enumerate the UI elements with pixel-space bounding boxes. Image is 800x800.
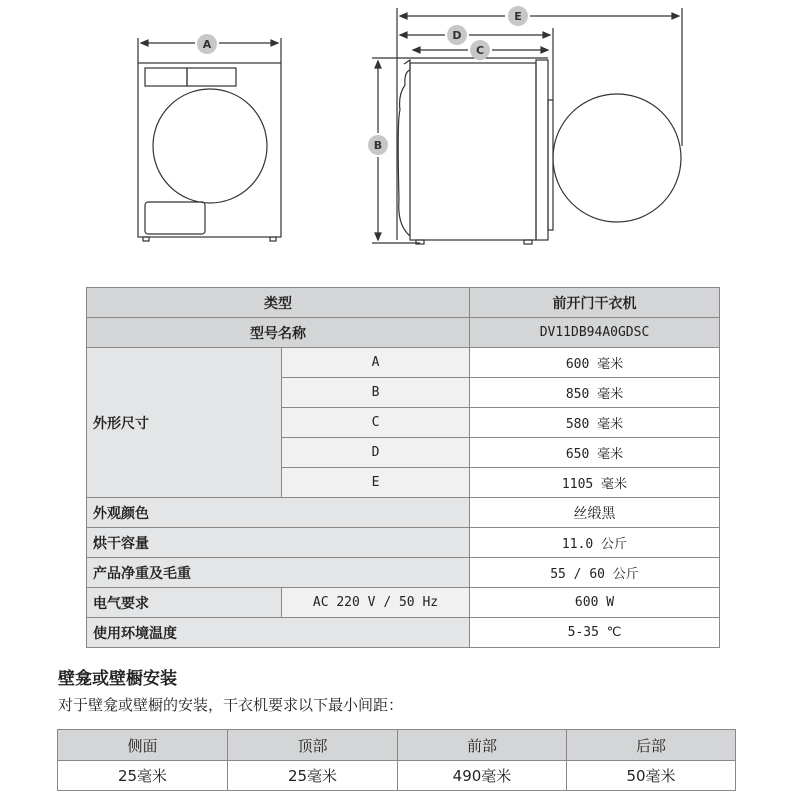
dim-value-e: 1105 毫米 (469, 467, 720, 498)
power-supply: AC 220 V / 50 Hz (281, 587, 470, 618)
side-view (372, 8, 682, 244)
label-d: D (452, 29, 462, 42)
front-view (138, 38, 281, 241)
power-value: 600 W (469, 587, 720, 618)
clearance-header-top: 顶部 (227, 729, 398, 761)
weight-label: 产品净重及毛重 (86, 557, 470, 588)
capacity-value: 11.0 公斤 (469, 527, 720, 558)
label-e: E (514, 10, 522, 23)
color-label: 外观颜色 (86, 497, 470, 528)
clearance-header-front: 前部 (397, 729, 567, 761)
clearance-value-rear: 50毫米 (566, 760, 736, 791)
clearance-header-rear: 后部 (566, 729, 736, 761)
clearance-value-top: 25毫米 (227, 760, 398, 791)
installation-description: 对于壁龛或壁橱的安装，干衣机要求以下最小间距： (58, 696, 404, 714)
power-label: 电气要求 (86, 587, 282, 618)
temp-label: 使用环境温度 (86, 617, 470, 648)
capacity-label: 烘干容量 (86, 527, 470, 558)
installation-title: 壁龛或壁橱安装 (58, 669, 177, 689)
label-b: B (373, 139, 383, 152)
dim-value-b: 850 毫米 (469, 377, 720, 408)
temp-value: 5-35 ℃ (469, 617, 720, 648)
dim-key-b: B (281, 377, 470, 408)
model-value: DV11DB94A0GDSC (469, 317, 720, 348)
dimension-labels (197, 6, 528, 155)
dim-value-c: 580 毫米 (469, 407, 720, 438)
color-value: 丝缎黑 (469, 497, 720, 528)
dimensions-label: 外形尺寸 (86, 347, 282, 498)
label-a: A (202, 38, 212, 51)
type-label: 类型 (86, 287, 470, 318)
clearance-value-front: 490毫米 (397, 760, 567, 791)
model-label: 型号名称 (86, 317, 470, 348)
dim-key-a: A (281, 347, 470, 378)
dim-value-a: 600 毫米 (469, 347, 720, 378)
weight-value: 55 / 60 公斤 (469, 557, 720, 588)
dim-key-d: D (281, 437, 470, 468)
dimension-diagram (0, 0, 800, 270)
type-value: 前开门干衣机 (469, 287, 720, 318)
clearance-header-side: 侧面 (57, 729, 228, 761)
dim-value-d: 650 毫米 (469, 437, 720, 468)
dim-key-e: E (281, 467, 470, 498)
dim-key-c: C (281, 407, 470, 438)
clearance-value-side: 25毫米 (57, 760, 228, 791)
label-c: C (475, 44, 485, 57)
